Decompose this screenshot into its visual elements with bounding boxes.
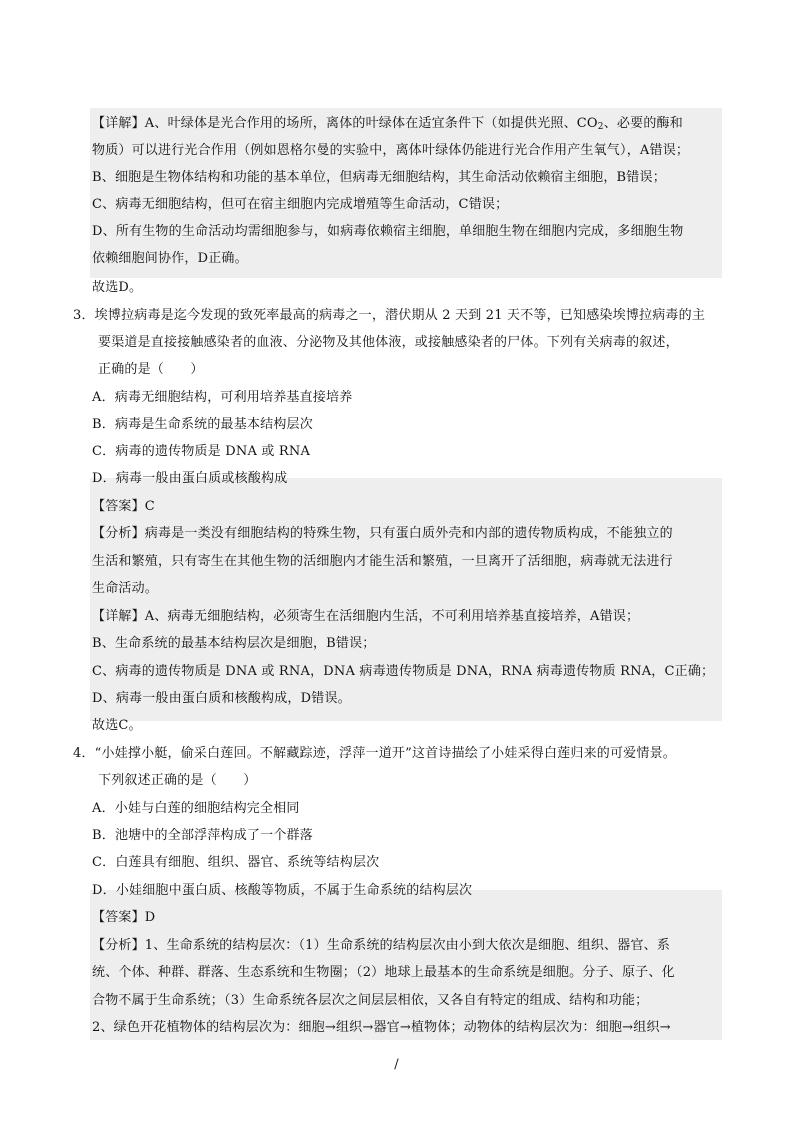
q4-stem-line-2: 下列叙述正确的是（ ） <box>98 773 257 788</box>
q2-detail-line-2: 物质）可以进行光合作用（例如恩格尔曼的实验中，离体叶绿体仍能进行光合作用产生氧气），A错误； <box>92 143 690 158</box>
q4-option-a: A．小娃与白莲的细胞结构完全相同 <box>92 801 300 816</box>
q4-option-b: B．池塘中的全部浮萍构成了一个群落 <box>92 828 313 843</box>
q4-analysis-line-1: 【分析】1、生命系统的结构层次：（1）生命系统的结构层次由小到大依次是细胞、组织、器官、系 <box>92 938 671 953</box>
q2-detail-line-6: 依赖细胞间协作，D正确。 <box>92 251 248 266</box>
q3-analysis-line-1: 【分析】病毒是一类没有细胞结构的特殊生物，只有蛋白质外壳和内部的遗传物质构成，不能独立的 <box>92 526 673 541</box>
q3-detail-line-3: C、病毒的遗传物质是 DNA 或 RNA，DNA 病毒遗传物质是 DNA，RNA 病毒遗传物质 RNA，C正确； <box>92 664 715 679</box>
q2-detail-line-3: B、细胞是生物体结构和功能的基本单位，但病毒无细胞结构，其生命活动依赖宿主细胞，B错误； <box>92 170 666 185</box>
q3-detail-line-4: D、病毒一般由蛋白质和核酸构成，D错误。 <box>92 691 351 706</box>
q2-detail-line-5: D、所有生物的生命活动均需细胞参与，如病毒依赖宿主细胞，单细胞生物在细胞内完成，多细胞生物 <box>92 224 684 239</box>
q3-option-a: A．病毒无细胞结构，可利用培养基直接培养 <box>92 390 353 405</box>
q4-option-d: D．小娃细胞中蛋白质、核酸等物质，不属于生命系统的结构层次 <box>92 883 473 898</box>
q4-analysis-line-3: 合物不属于生命系统；（3）生命系统各层次之间层层相依，又各自有特定的组成、结构和功能； <box>92 993 649 1008</box>
q2-detail-line-4: C、病毒无细胞结构，但可在宿主细胞内完成增殖等生命活动，C错误； <box>92 197 509 212</box>
q3-stem-line-2: 要渠道是直接接触感染者的血液、分泌物及其他体液，或接触感染者的尸体。下列有关病毒的叙述， <box>98 335 679 350</box>
q3-detail-line-1: 【详解】A、病毒无细胞结构，必须寄生在活细胞内生活，不可利用培养基直接培养，A错误； <box>92 609 640 624</box>
q3-stem-line-3: 正确的是（ ） <box>98 362 204 377</box>
q2-detail-line-1: 【详解】A、叶绿体是光合作用的场所，离体的叶绿体在适宜条件下（如提供光照、$CO_2$、必要的酶和 <box>92 116 683 132</box>
q4-analysis-line-2: 统、个体、种群、群落、生态系统和生物圈；（2）地球上最基本的生命系统是细胞。分子、原子、化 <box>92 965 675 980</box>
q3-answer: 【答案】C <box>92 499 155 514</box>
q4-answer: 【答案】D <box>92 910 156 925</box>
q3-analysis-line-2: 生活和繁殖，只有寄生在其他生物的活细胞内才能生活和繁殖，一旦离开了活细胞，病毒就无法进行 <box>92 554 673 569</box>
q4-analysis-line-4: 2、绿色开花植物体的结构层次为：细胞→组织→器官→植物体；动物体的结构层次为：细胞→组织→ <box>92 1020 671 1035</box>
q3-analysis-line-3: 生命活动。 <box>92 581 159 596</box>
q3-option-c: C．病毒的遗传物质是 DNA 或 RNA <box>92 444 311 459</box>
q2-answer-choice: 故选D。 <box>92 280 143 295</box>
q3-option-b: B．病毒是生命系统的最基本结构层次 <box>92 417 313 432</box>
q3-stem-line-1: 3．埃博拉病毒是迄今发现的致死率最高的病毒之一，潜伏期从 2 天到 21 天不等，已知感染埃博拉病毒的主 <box>73 308 706 323</box>
q3-detail-line-2: B、生命系统的最基本结构层次是细胞，B错误； <box>92 636 376 651</box>
q4-option-c: C．白莲具有细胞、组织、器官、系统等结构层次 <box>92 855 380 870</box>
q3-answer-choice: 故选C。 <box>92 718 142 733</box>
q4-stem-line-1: 4．“小娃撑小艇，偷采白莲回。不解藏踪迹，浮萍一道开”这首诗描绘了小娃采得白莲归来的可爱情景。 <box>73 746 676 761</box>
page-footer-mark: / <box>394 1057 399 1072</box>
q3-option-d: D．病毒一般由蛋白质或核酸构成 <box>92 471 288 486</box>
